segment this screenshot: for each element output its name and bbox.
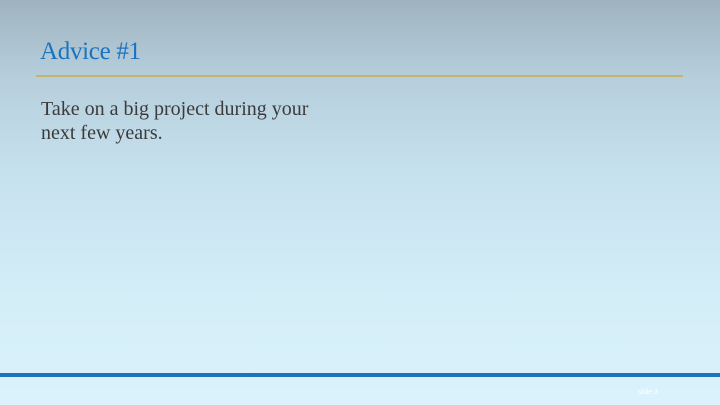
slide-body-text: Take on a big project during your next few years. <box>41 98 309 144</box>
footer-divider <box>0 373 720 377</box>
slide-number: slide 3 <box>637 389 658 396</box>
slide-title: Advice #1 <box>40 38 141 65</box>
title-divider <box>36 75 683 77</box>
